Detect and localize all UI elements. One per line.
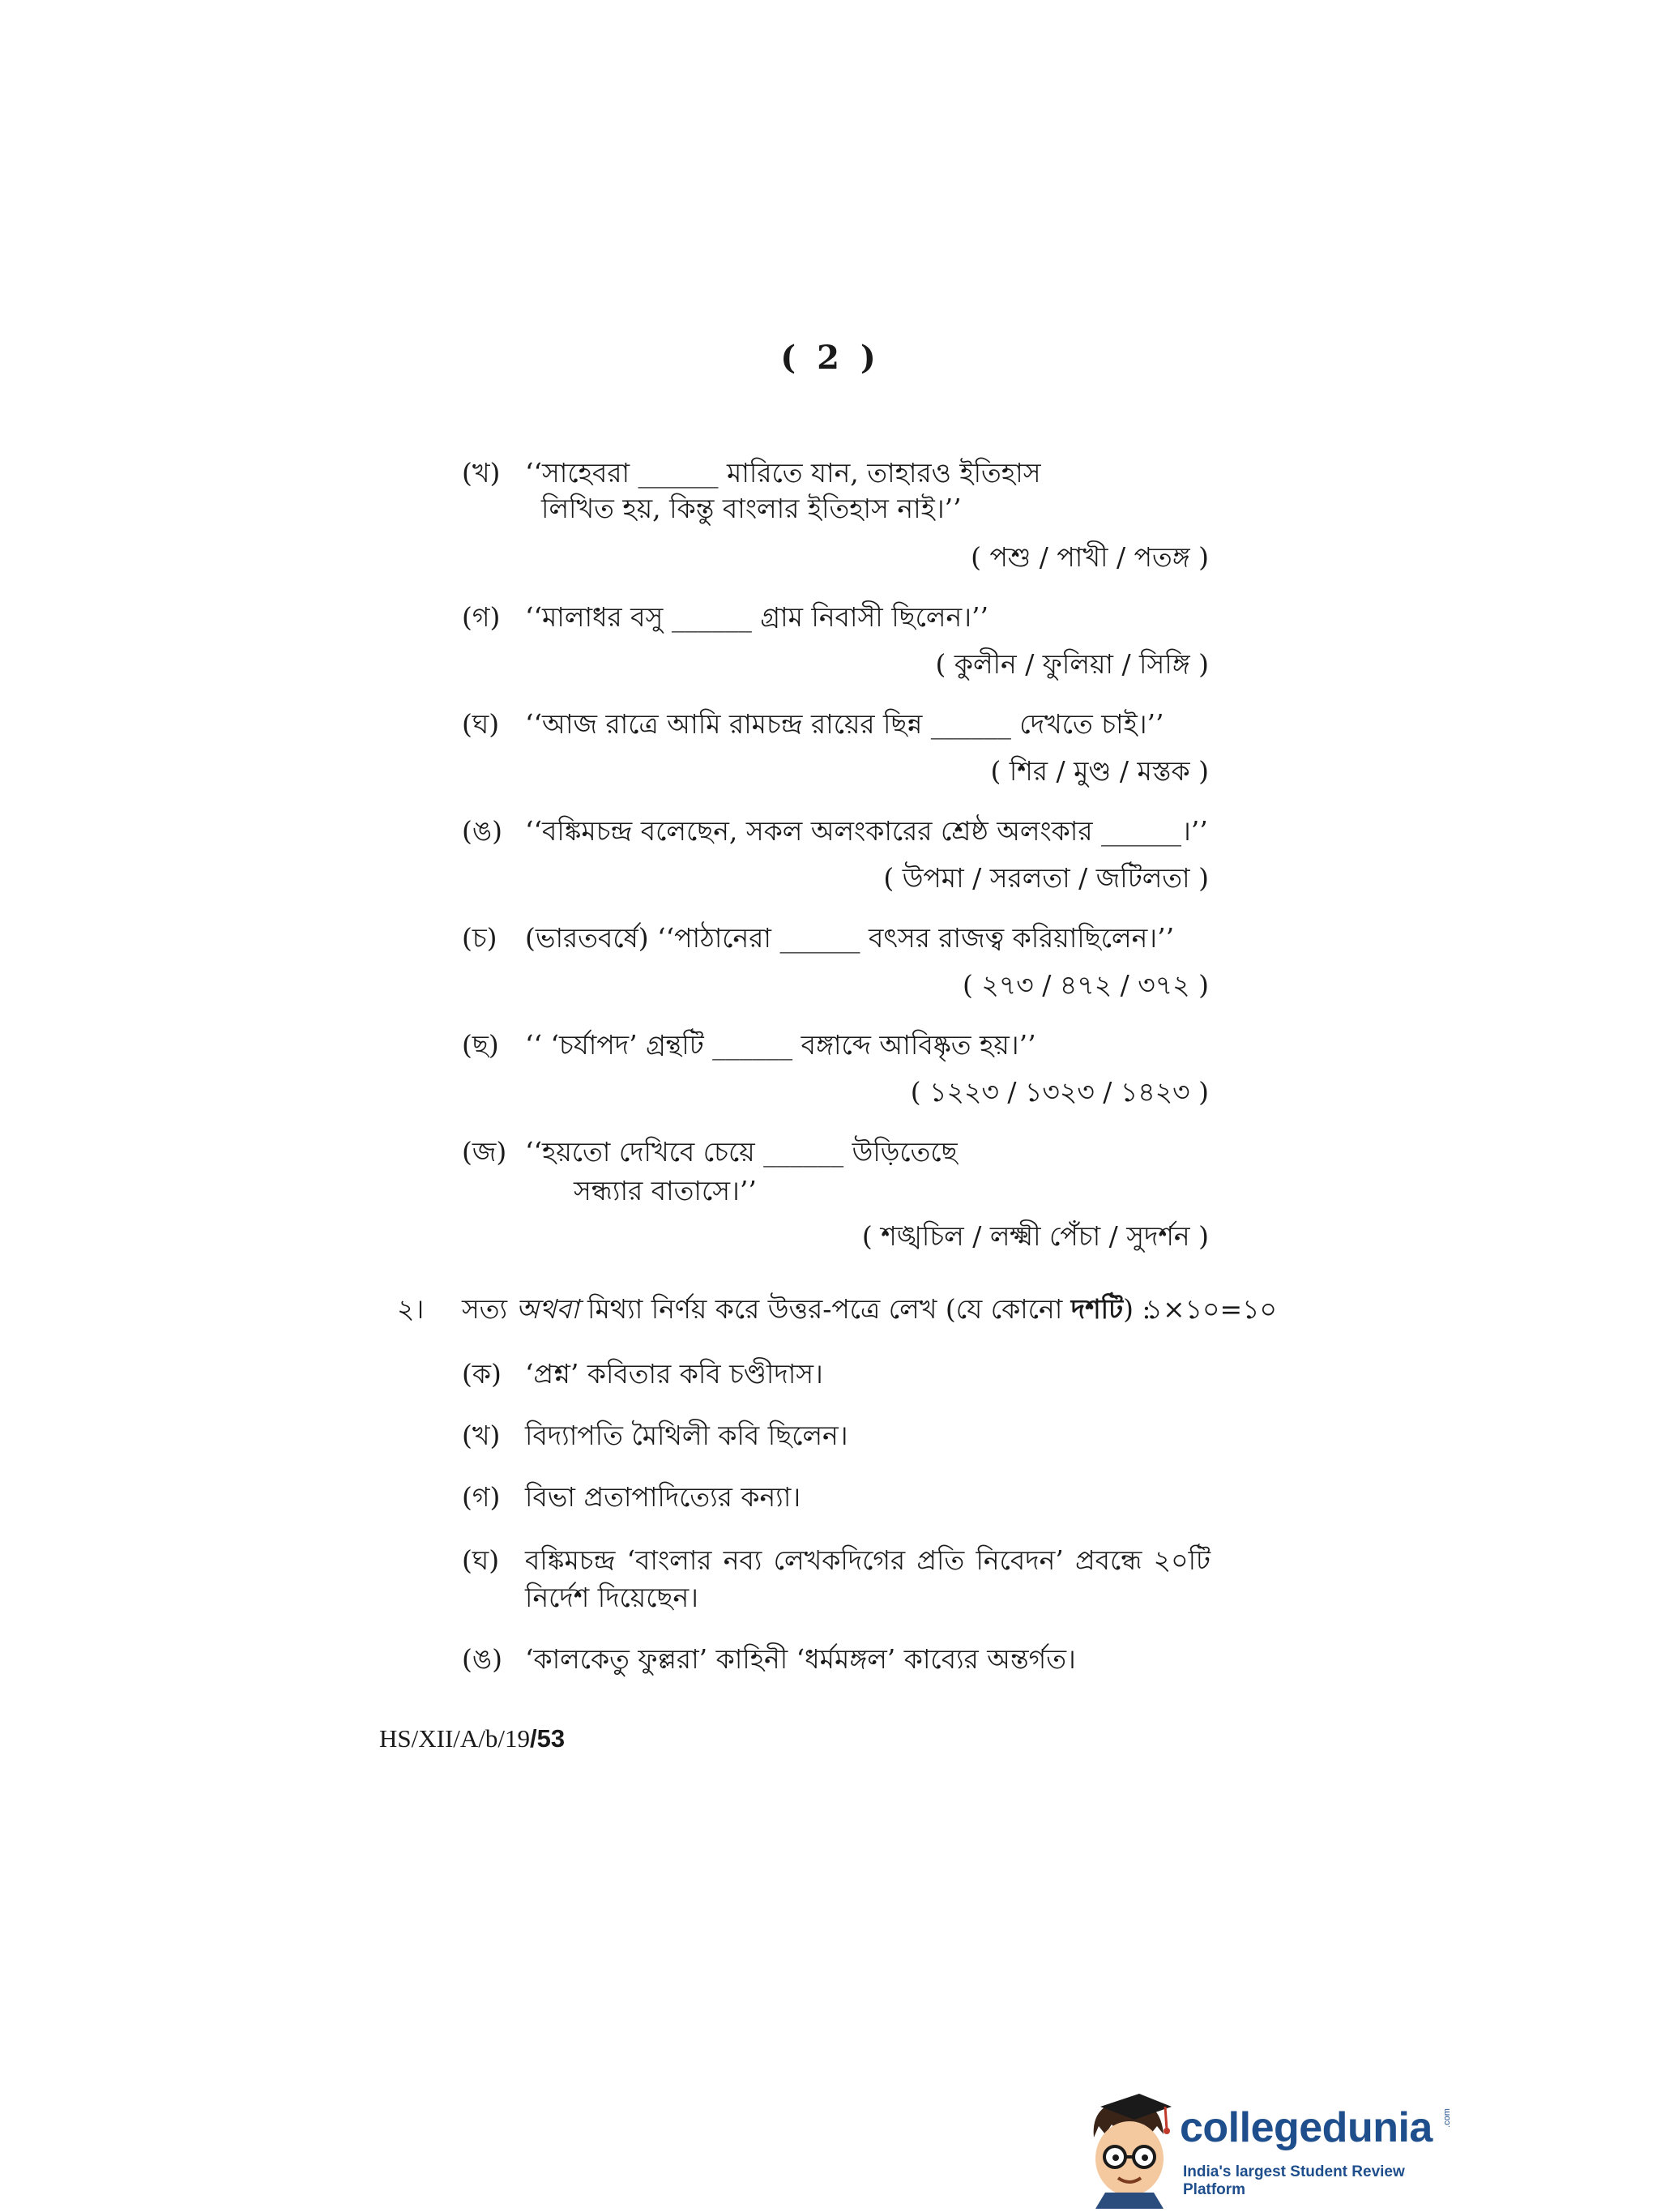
statement-label: (ঘ) — [462, 1544, 500, 1576]
statement-label: (ঙ) — [462, 1643, 502, 1675]
section-marks: ১×১০=১০ — [1145, 1293, 1277, 1325]
logo-domain: .com — [1441, 2108, 1452, 2128]
question-label: (চ) — [462, 922, 497, 954]
statement-text: ‘প্রশ্ন’ কবিতার কবি চণ্ডীদাস। — [525, 1358, 823, 1390]
question-label: (ঘ) — [462, 708, 500, 740]
answer-options: ( শির / মুণ্ড / মস্তক ) — [990, 755, 1209, 787]
answer-options: ( পশু / পাখী / পতঙ্গ ) — [971, 541, 1209, 573]
statement-label: (গ) — [462, 1481, 501, 1513]
question-text: ‘‘হয়তো দেখিবে চেয়ে ______ উড়িতেছে — [525, 1136, 958, 1168]
question-text-continued: লিখিত হয়, কিন্তু বাংলার ইতিহাস নাই।’’ — [541, 493, 962, 524]
mascot-icon — [1076, 2089, 1180, 2209]
statement-text: বিদ্যাপতি মৈথিলী কবি ছিলেন। — [525, 1420, 848, 1451]
question-text: ‘‘বঙ্কিমচন্দ্র বলেছেন, সকল অলংকারের শ্রেষ্ঠ অলংকার ______।’’ — [525, 815, 1208, 847]
logo-tagline: India's largest Student Review Platform — [1183, 2163, 1405, 2198]
answer-options: ( উপমা / সরলতা / জটিলতা ) — [883, 862, 1209, 894]
question-text: ‘‘মালাধর বসু ______ গ্রাম নিবাসী ছিলেন।’’ — [525, 601, 988, 633]
question-text: ‘‘আজ রাত্রে আমি রামচন্দ্র রায়ের ছিন্ন ______ দেখতে চাই।’’ — [525, 708, 1164, 740]
question-label: (ছ) — [462, 1029, 499, 1061]
answer-options: ( কুলীন / ফুলিয়া / সিঙ্গি ) — [935, 648, 1209, 680]
statement-text: বিভা প্রতাপাদিত্যের কন্যা। — [525, 1481, 801, 1513]
statement-label: (খ) — [462, 1420, 501, 1451]
question-text: (ভারতবর্ষে) ‘‘পাঠানেরা ______ বৎসর রাজত্ব করিয়াছিলেন।’’ — [525, 922, 1175, 954]
question-text-continued: সন্ধ্যার বাতাসে।’’ — [574, 1175, 757, 1206]
section-number: ২। — [397, 1293, 425, 1325]
answer-options: ( ১২২৩ / ১৩২৩ / ১৪২৩ ) — [910, 1076, 1209, 1108]
statement-label: (ক) — [462, 1358, 502, 1390]
statement-text: ‘কালকেতু ফুল্লরা’ কাহিনী ‘ধর্মমঙ্গল’ কাব্যের অন্তর্গত। — [525, 1643, 1076, 1675]
question-label: (ঙ) — [462, 815, 502, 847]
statement-text-continued: নির্দেশ দিয়েছেন। — [525, 1582, 698, 1613]
answer-options: ( শঙ্খচিল / লক্ষ্মী পেঁচা / সুদর্শন ) — [861, 1220, 1209, 1252]
paper-code: HS/XII/A/b/19/53 — [379, 1724, 566, 1753]
collegedunia-logo — [1076, 2089, 1452, 2209]
statement-text: বঙ্কিমচন্দ্র ‘বাংলার নব্য লেখকদিগের প্রতি নিবেদন’ প্রবন্ধে ২০টি — [525, 1544, 1211, 1576]
page-number: ( 2 ) — [780, 339, 881, 377]
logo-wordmark: collegedunia — [1180, 2104, 1433, 2151]
question-label: (খ) — [462, 457, 501, 489]
answer-options: ( ২৭৩ / ৪৭২ / ৩৭২ ) — [963, 969, 1209, 1001]
question-label: (গ) — [462, 601, 501, 633]
question-text: ‘‘ ‘চর্যাপদ’ গ্রন্থটি ______ বঙ্গাব্দে আবিষ্কৃত হয়।’’ — [525, 1029, 1036, 1061]
question-label: (জ) — [462, 1136, 507, 1168]
section-instruction: সত্য অথবা মিথ্যা নির্ণয় করে উত্তর-পত্রে লেখ (যে কোনো দশটি) : — [462, 1293, 1151, 1325]
question-text: ‘‘সাহেবরা ______ মারিতে যান, তাহারও ইতিহাস — [525, 457, 1041, 489]
